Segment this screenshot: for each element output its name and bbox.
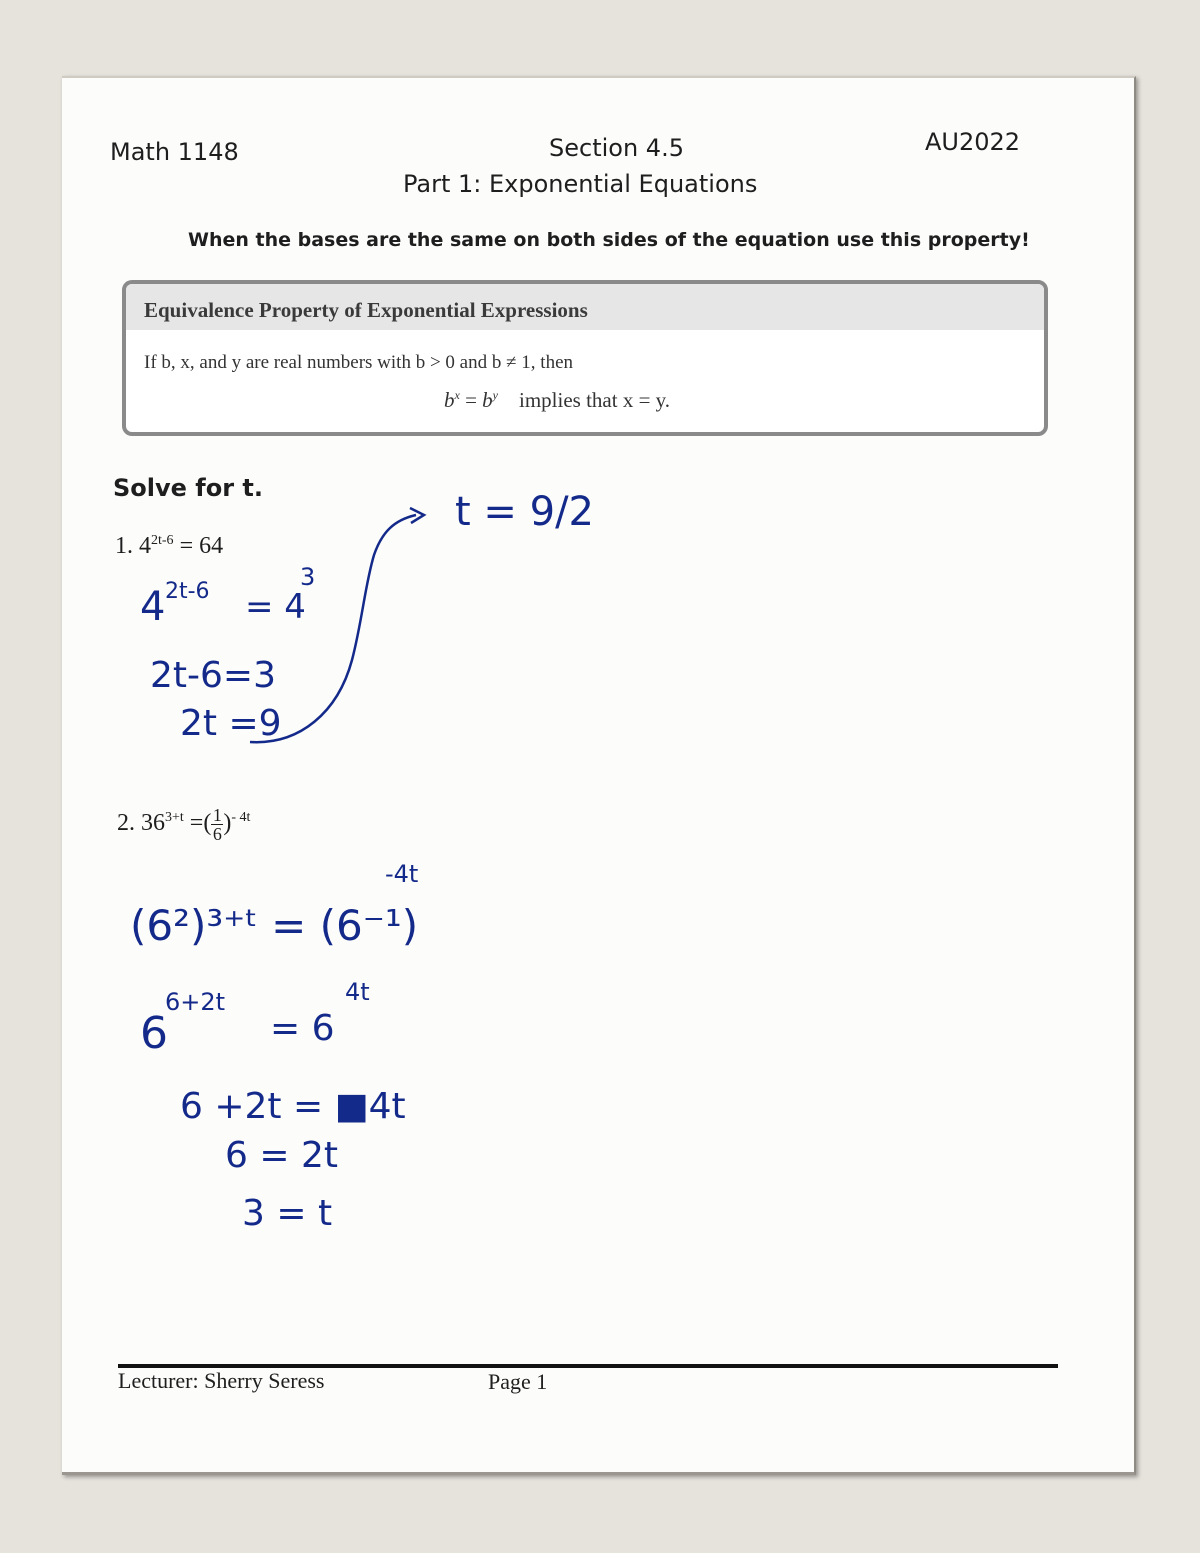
problem-1-exponent: 2t-6 <box>151 533 174 548</box>
term-label: AU2022 <box>925 128 1021 156</box>
p1-answer: t = 9/2 <box>455 489 595 535</box>
p2-line1: (6²)³⁺ᵗ = (6⁻¹) <box>130 901 419 950</box>
fraction-numerator: 1 <box>212 805 222 825</box>
property-rhs-base: b <box>482 388 493 412</box>
problem-2-exponent-2: - 4t <box>231 810 251 826</box>
p2-line1-exp: -4t <box>385 860 419 888</box>
p2-line2-mid: = 6 <box>270 1008 335 1049</box>
p1-line1-rexp: 3 <box>300 563 316 591</box>
page-number: Page 1 <box>488 1369 548 1394</box>
problem-2-base: 36 <box>141 810 165 837</box>
p1-line2: 2t-6=3 <box>150 655 276 696</box>
p1-line3: 2t =9 <box>180 703 282 744</box>
property-eq: = <box>459 388 483 412</box>
property-title: Equivalence Property of Exponential Expressions <box>144 298 588 322</box>
p2-line2-exp: 6+2t <box>165 988 226 1016</box>
problem-1-rhs: = 64 <box>173 533 224 559</box>
property-notice: When the bases are the same on both sides of the equation use this property! <box>188 229 1030 251</box>
p2-line2-base: 6 <box>140 1008 168 1059</box>
course-label: Math 1148 <box>110 138 239 166</box>
section-label: Section 4.5 <box>549 134 684 162</box>
problem-2-number: 2. <box>117 810 135 837</box>
p1-line1-mid: = 4 <box>245 587 306 627</box>
problem-2-exponent: 3+t <box>165 810 184 826</box>
p2-line3: 6 +2t = ■4t <box>180 1086 406 1127</box>
p1-line1-base: 4 <box>140 584 166 630</box>
problem-2-eq: =( <box>183 810 212 837</box>
property-implies: implies that x = y. <box>519 388 671 412</box>
property-condition: If b, x, and y are real numbers with b > 0 and b ≠ 1, then <box>144 352 574 373</box>
fraction-denominator: 6 <box>212 824 222 844</box>
property-lhs-exp: x <box>454 388 460 402</box>
p2-line5: 3 = t <box>242 1193 333 1234</box>
lecturer-label: Lecturer: Sherry Seress <box>118 1368 325 1393</box>
p2-line4: 6 = 2t <box>225 1135 338 1176</box>
p1-line1-exp: 2t-6 <box>165 579 210 604</box>
problem-1-base: 4 <box>139 533 151 559</box>
property-lhs-base: b <box>444 388 455 412</box>
property-rhs-exp: y <box>492 388 498 402</box>
problem-2-close: ) <box>223 810 232 837</box>
p2-line2-rexp: 4t <box>345 978 370 1006</box>
problem-1-number: 1. <box>115 533 133 559</box>
solve-heading: Solve for t. <box>113 474 263 502</box>
part-title: Part 1: Exponential Equations <box>403 170 758 198</box>
